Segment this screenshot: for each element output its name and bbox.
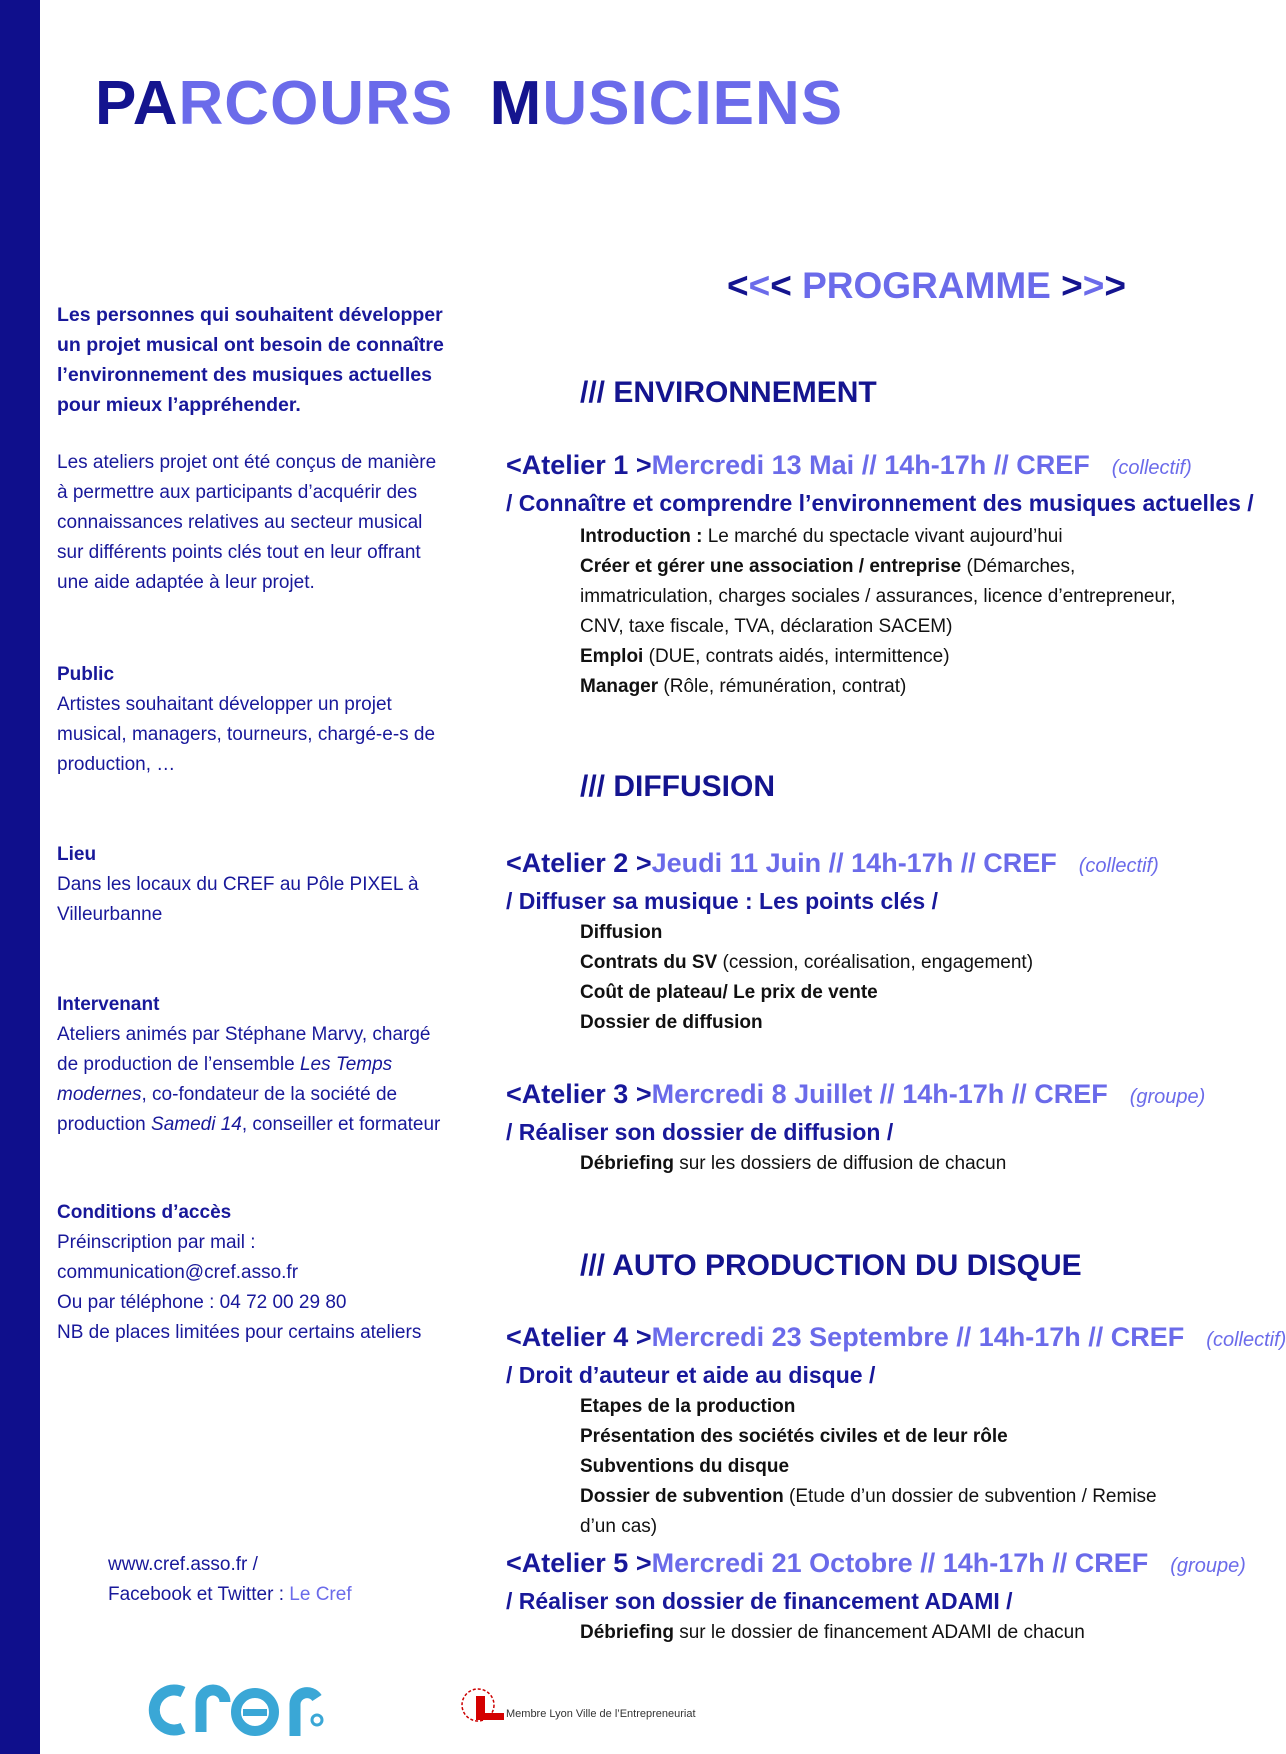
list-item (580, 948, 1190, 978)
title-part: RCOURS (178, 69, 454, 138)
atelier-5-subtitle: / Réaliser son dossier de financement ADAMI / (506, 1588, 1013, 1614)
atelier-2-items (580, 918, 1190, 1038)
item-title: Coût de plateau/ Le prix de vente (580, 982, 878, 1003)
arrow: > (1061, 265, 1083, 306)
atelier-1-subtitle: / Connaître et comprendre l’environnement des musiques actuelles / (506, 490, 1254, 516)
atelier-label: <Atelier 4 > (506, 1322, 652, 1352)
list-item (580, 522, 1190, 552)
list-item (580, 918, 1190, 948)
atelier-date: Mercredi 21 Octobre // 14h-17h // CREF (651, 1548, 1149, 1578)
programme-label: PROGRAMME (802, 265, 1051, 306)
item-title: Contrats du SV (580, 952, 718, 973)
item-title: Présentation des sociétés civiles et de leur rôle (580, 1426, 1008, 1447)
item-title: Diffusion (580, 922, 663, 943)
footer-links (108, 1550, 352, 1610)
list-item (580, 1008, 1190, 1038)
lieu-text: Dans les locaux du CREF au Pôle PIXEL à Villeurbanne (57, 874, 419, 925)
atelier-date: Mercredi 13 Mai // 14h-17h // CREF (651, 450, 1090, 480)
list-item (580, 1422, 1190, 1452)
atelier-3-subtitle: / Réaliser son dossier de diffusion / (506, 1119, 894, 1145)
atelier-3-items (580, 1149, 1190, 1179)
item-title: Dossier de subvention (580, 1486, 784, 1507)
company-name: Samedi 14 (151, 1114, 242, 1135)
atelier-mode: (collectif) (1206, 1329, 1286, 1351)
title-part: M (489, 69, 543, 138)
public-heading: Public (57, 664, 115, 685)
item-text: sur le dossier de financement ADAMI de chacun (673, 1622, 1085, 1643)
atelier-label: <Atelier 2 > (506, 848, 652, 878)
item-text: (Rôle, rémunération, contrat) (658, 676, 907, 697)
intro-text: Les personnes qui souhaitent développer un projet musical ont besoin de connaître l’environnement des musiques actuelles pour mieux l’appréhender. (57, 304, 444, 416)
atelier-4-subtitle: / Droit d’auteur et aide au disque / (506, 1362, 876, 1388)
atelier-5-heading (506, 1546, 1246, 1583)
list-item (580, 1618, 1190, 1648)
item-text: (DUE, contrats aidés, intermittence) (643, 646, 950, 667)
item-text: sur les dossiers de diffusion de chacun (673, 1153, 1007, 1174)
label-mark-icon (460, 1680, 506, 1730)
conditions-line: Préinscription par mail : (57, 1232, 256, 1253)
atelier-1-heading (506, 448, 1192, 485)
item-title: Débriefing (580, 1153, 674, 1174)
public-block (57, 660, 447, 780)
atelier-date: Jeudi 11 Juin // 14h-17h // CREF (651, 848, 1057, 878)
conditions-block (57, 1198, 447, 1348)
intervenant-text (57, 1020, 447, 1140)
title-part: PA (95, 69, 179, 138)
arrow: < (770, 265, 792, 306)
list-item (580, 642, 1190, 672)
list-item (580, 672, 1190, 702)
list-item (580, 1452, 1190, 1482)
atelier-mode: (groupe) (1170, 1555, 1246, 1577)
atelier-mode: (groupe) (1129, 1086, 1206, 1108)
item-title: Subventions du disque (580, 1456, 790, 1477)
arrow: > (1104, 265, 1126, 306)
atelier-mode: (collectif) (1111, 457, 1192, 479)
list-item (580, 1482, 1190, 1542)
intervenant-block (57, 990, 447, 1140)
arrow: < (748, 265, 771, 306)
page-title (95, 68, 843, 140)
arrow: < (727, 265, 749, 306)
atelier-4-items (580, 1392, 1190, 1542)
intervenant-text-part: , co-fondateur de la société de production (57, 1084, 398, 1135)
arrow: > (1082, 265, 1105, 306)
intervenant-text-part: , conseiller et formateur (241, 1114, 441, 1135)
item-title: Etapes de la production (580, 1396, 796, 1417)
atelier-date: Mercredi 23 Septembre // 14h-17h // CREF (651, 1322, 1185, 1352)
list-item (580, 552, 1190, 642)
item-text: (Démarches, immatriculation, charges sociales / assurances, licence d’entrepreneur, CNV, taxe fiscale, TVA, déclaration SACEM) (580, 556, 1176, 637)
label-logo (460, 1680, 720, 1730)
atelier-label: <Atelier 3 > (506, 1079, 652, 1109)
item-title: Débriefing (580, 1622, 674, 1643)
item-title: Créer et gérer une association / entreprise (580, 556, 962, 577)
section-heading-auto-production: /// AUTO PRODUCTION DU DISQUE (580, 1249, 1082, 1282)
atelier-2-subtitle: / Diffuser sa musique : Les points clés / (506, 888, 939, 914)
social-line (108, 1580, 352, 1610)
section-heading-environnement: /// ENVIRONNEMENT (580, 376, 877, 409)
cref-logo (145, 1680, 325, 1740)
atelier-mode: (collectif) (1078, 855, 1159, 877)
list-item (580, 978, 1190, 1008)
item-text: (Etude d’un dossier de subvention / Remise d’un cas) (580, 1486, 1157, 1537)
item-title: Emploi (580, 646, 644, 667)
lieu-heading: Lieu (57, 844, 97, 865)
social-link[interactable]: Le Cref (289, 1584, 352, 1605)
atelier-label: <Atelier 1 > (506, 450, 652, 480)
contact-email[interactable]: communication@cref.asso.fr (57, 1262, 299, 1283)
social-label: Facebook et Twitter : (108, 1584, 290, 1605)
atelier-3-heading (506, 1077, 1205, 1114)
ensemble-name: Les Temps modernes (57, 1054, 393, 1105)
description-text: Les ateliers projet ont été conçus de manière à permettre aux participants d’acquérir des connaissances relatives au secteur musical sur différents points clés tout en leur offrant une aide adaptée à leur projet. (57, 452, 437, 593)
intervenant-heading: Intervenant (57, 994, 160, 1015)
intervenant-text-part: Ateliers animés par Stéphane Marvy, chargé de production de l’ensemble (57, 1024, 431, 1075)
contact-phone: Ou par téléphone : 04 72 00 29 80 (57, 1292, 347, 1313)
atelier-date: Mercredi 8 Juillet // 14h-17h // CREF (651, 1079, 1108, 1109)
list-item (580, 1149, 1190, 1179)
item-title: Dossier de diffusion (580, 1012, 763, 1033)
title-part: USICIENS (542, 69, 844, 138)
conditions-heading: Conditions d’accès (57, 1202, 232, 1223)
item-title: Manager (580, 676, 659, 697)
atelier-1-items (580, 522, 1190, 702)
atelier-2-heading (506, 846, 1159, 883)
atelier-label: <Atelier 5 > (506, 1548, 652, 1578)
item-text: (cession, coréalisation, engagement) (717, 952, 1034, 973)
programme-title (727, 265, 1126, 307)
atelier-4-heading (506, 1320, 1286, 1357)
item-title: Introduction : (580, 526, 703, 547)
label-caption: Membre Lyon Ville de l’Entrepreneuriat (506, 1708, 696, 1720)
section-heading-diffusion: /// DIFFUSION (580, 770, 775, 803)
conditions-line: NB de places limitées pour certains ateliers (57, 1322, 422, 1343)
public-text: Artistes souhaitant développer un projet musical, managers, tourneurs, chargé-e-s de production, … (57, 694, 436, 775)
website-link[interactable]: www.cref.asso.fr / (108, 1554, 258, 1575)
list-item (580, 1392, 1190, 1422)
sidebar-bar (0, 0, 40, 1754)
lieu-block (57, 840, 447, 930)
atelier-5-items (580, 1618, 1190, 1648)
item-text: Le marché du spectacle vivant aujourd’hui (702, 526, 1063, 547)
